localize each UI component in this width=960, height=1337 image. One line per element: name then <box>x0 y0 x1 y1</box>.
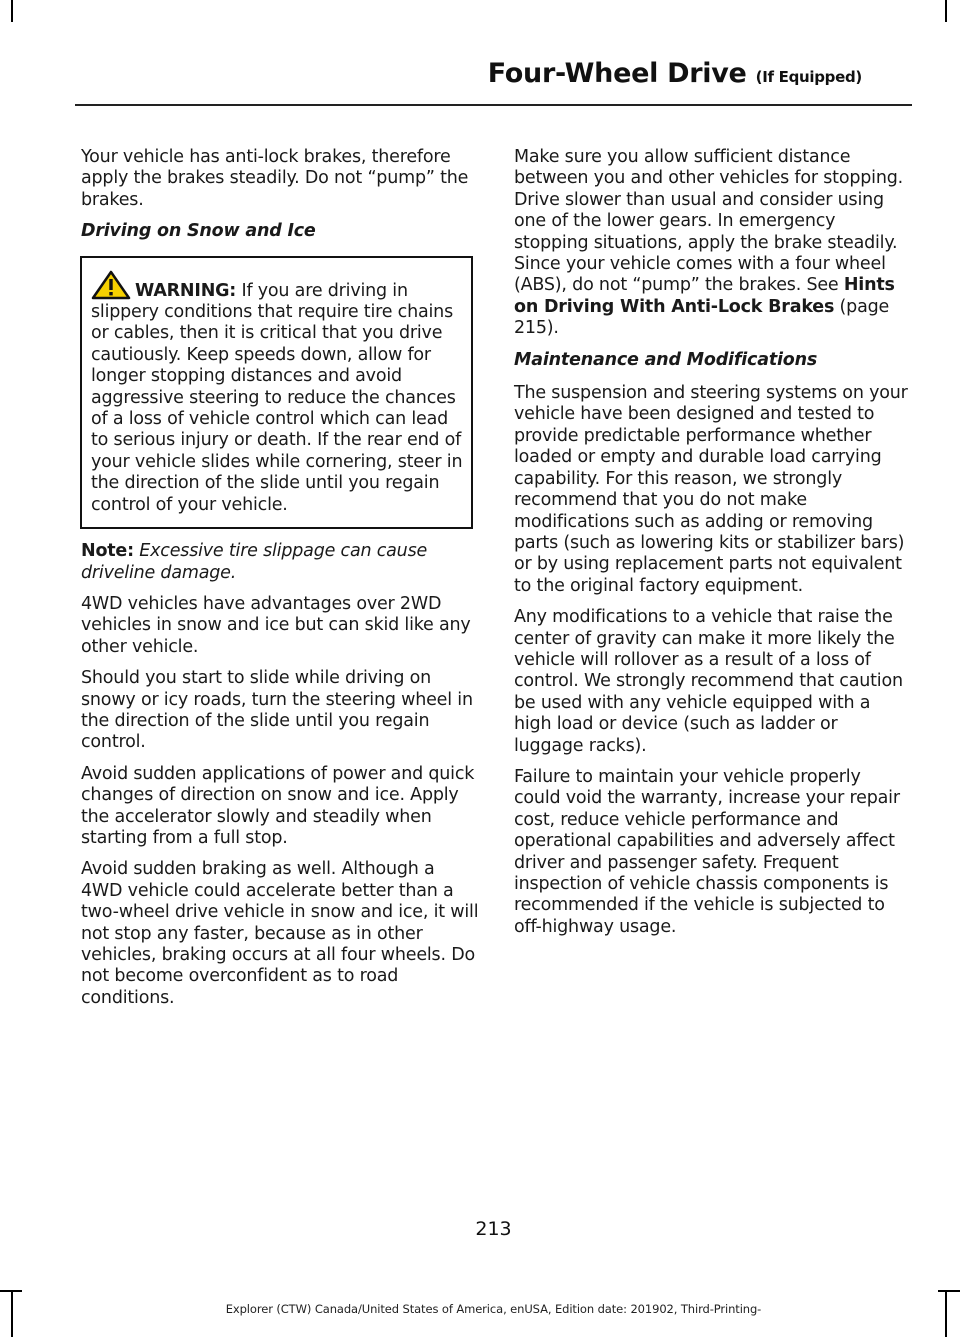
stopping-distance-text: Make sure you allow sufficient distance between you and other vehicles for stopping. Drive slower than usual and consider using one of the lower gears. In emergency stopping situations, apply the brake steadily. Since your vehicle comes with a four wheel (ABS), do not “pump” the brakes. See <box>514 147 903 296</box>
paragraph-stopping-distance <box>514 147 912 340</box>
paragraph-suspension: The suspension and steering systems on your vehicle have been designed and tested to provide predictable performance whether loaded or empty and durable load carrying capability. For this reason, we strongly recommend that you do not make modifications such as adding or removing parts (such as lowering kits or stabilizer bars) or by using replacement parts not equivalent to the original factory equipment. <box>514 383 908 596</box>
note-label: Note: <box>81 541 134 562</box>
paragraph-modifications: Any modifications to a vehicle that raise the center of gravity can make it more likely the vehicle will rollover as a result of a loss of control. We strongly recommend that caution be used with any vehicle equipped with a high load or device (such as ladder or luggage racks). <box>514 607 903 756</box>
heading-driving-snow-ice: Driving on Snow and Ice <box>81 221 316 242</box>
chapter-title: Four-Wheel Drive <box>487 58 747 89</box>
paragraph-slide: Should you start to slide while driving on snowy or icy roads, turn the steering wheel in the direction of the slide until you regain control. <box>81 668 473 753</box>
warning-paragraph <box>91 270 463 516</box>
paragraph-avoid-braking: Avoid sudden braking as well. Although a 4WD vehicle could accelerate better than a two-wheel drive vehicle in snow and ice, it will not stop any faster, because as in other vehicles, braking occurs at all four wheels. Do not become overconfident as to road conditions. <box>81 859 479 1008</box>
paragraph-4wd-advantage: 4WD vehicles have advantages over 2WD vehicles in snow and ice but can skid like any other vehicle. <box>81 593 471 657</box>
paragraph-abs-brakes: Your vehicle has anti-lock brakes, therefore apply the brakes steadily. Do not “pump” the brakes. <box>81 147 469 210</box>
warning-text: If you are driving in slippery conditions that require tire chains or cables, then it is critical that you drive cautiously. Keep speeds down, allow for longer stopping distances and avoid aggressive steering to reduce the chances of a loss of vehicle control which can lead to serious injury or death. If the rear end of your vehicle slides while cornering, steer in the direction of the slide until you regain control of your vehicle. <box>91 280 463 515</box>
page-header-title <box>0 58 862 89</box>
crop-mark-top-left <box>11 0 13 22</box>
note-paragraph <box>81 541 479 584</box>
header-rule <box>75 104 912 106</box>
paragraph-failure: Failure to maintain your vehicle properly could void the warranty, increase your repair cost, reduce vehicle performance and operational capabilities and adversely affect driver and passenger safety. Frequent inspection of vehicle chassis components is recommended if the vehicle is subjected to off-highway usage. <box>514 766 900 937</box>
warning-box <box>80 256 473 529</box>
left-column <box>81 147 479 1019</box>
heading-maintenance-modifications: Maintenance and Modifications <box>514 349 818 370</box>
page-footer: Explorer (CTW) Canada/United States of America, enUSA, Edition date: 201902, Third-Printing- <box>225 1302 762 1316</box>
note-text: Excessive tire slippage can cause driveline damage. <box>81 541 428 583</box>
page-reference: (page 215). <box>514 296 890 339</box>
warning-triangle-icon <box>91 270 131 300</box>
right-column <box>514 147 912 948</box>
chapter-title-suffix: (If Equipped) <box>755 68 862 86</box>
crop-mark-top-right <box>945 0 947 22</box>
warning-label: WARNING: <box>135 280 237 301</box>
link-hints-abs[interactable]: Hints on Driving With Anti-Lock Brakes <box>514 275 895 317</box>
paragraph-avoid-power: Avoid sudden applications of power and quick changes of direction on snow and ice. Apply the accelerator slowly and steadily when starting from a full stop. <box>81 763 475 848</box>
page-number: 213 <box>475 1218 512 1240</box>
crop-mark-bottom-right <box>938 1290 960 1292</box>
